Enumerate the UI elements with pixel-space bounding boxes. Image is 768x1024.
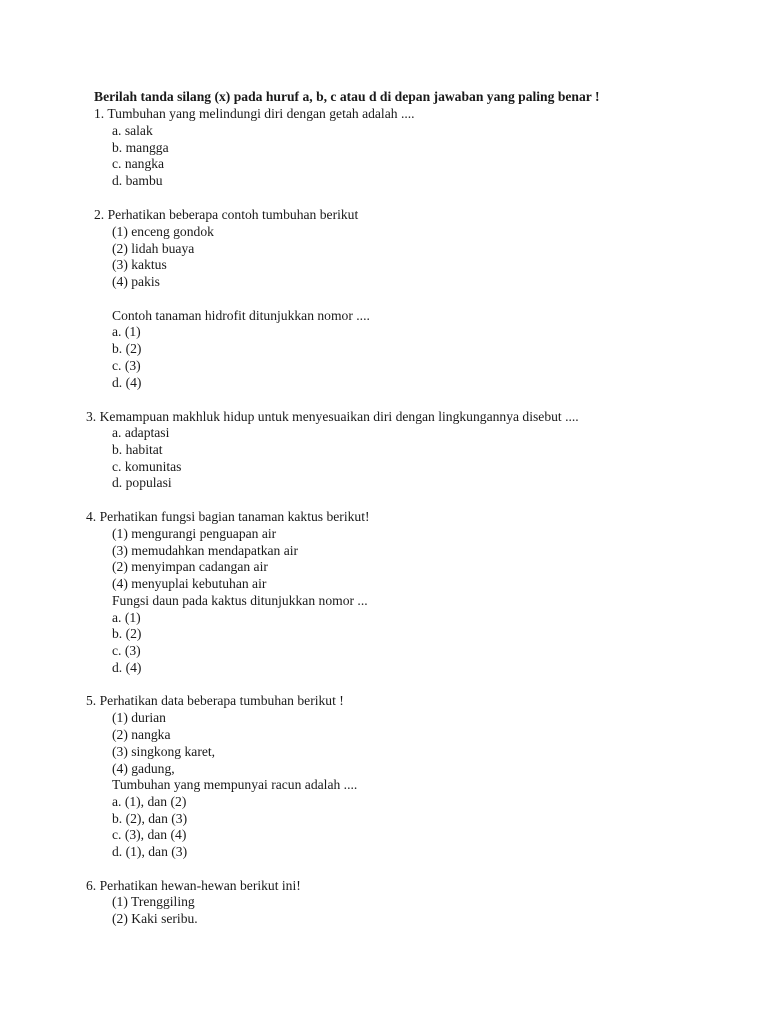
question-5-option-a: a. (1), dan (2) (112, 794, 187, 809)
question-5-item-2: (2) nangka (112, 727, 171, 742)
question-1-option-c: c. nangka (112, 156, 165, 171)
question-6-item-2: (2) Kaki seribu. (112, 911, 198, 926)
question-2-item-2: (2) lidah buaya (112, 241, 195, 256)
question-3-stem: 3. Kemampuan makhluk hidup untuk menyesuaikan diri dengan lingkungannya disebut .... (86, 409, 579, 424)
question-1-option-a: a. salak (112, 123, 153, 138)
question-2-option-c: c. (3) (112, 358, 141, 373)
question-2-item-4: (4) pakis (112, 274, 160, 289)
question-4-option-c: c. (3) (112, 643, 141, 658)
question-2-item-3: (3) kaktus (112, 257, 167, 272)
question-2-option-d: d. (4) (112, 375, 142, 390)
question-4-prompt: Fungsi daun pada kaktus ditunjukkan nomor ... (112, 593, 368, 608)
question-4-option-a: a. (1) (112, 610, 141, 625)
question-2-stem: 2. Perhatikan beberapa contoh tumbuhan berikut (94, 207, 359, 222)
question-5-prompt: Tumbuhan yang mempunyai racun adalah .... (112, 777, 358, 792)
question-4-item-1: (1) mengurangi penguapan air (112, 526, 277, 541)
question-3-option-a: a. adaptasi (112, 425, 170, 440)
question-3-option-d: d. populasi (112, 475, 172, 490)
question-5-option-d: d. (1), dan (3) (112, 844, 188, 859)
question-4-stem: 4. Perhatikan fungsi bagian tanaman kaktus berikut! (86, 509, 370, 524)
question-2-option-b: b. (2) (112, 341, 142, 356)
question-6-stem: 6. Perhatikan hewan-hewan berikut ini! (86, 878, 301, 893)
question-5-option-c: c. (3), dan (4) (112, 827, 187, 842)
question-4-item-2: (3) memudahkan mendapatkan air (112, 543, 299, 558)
question-3-option-b: b. habitat (112, 442, 163, 457)
question-2-prompt: Contoh tanaman hidrofit ditunjukkan nomor .... (112, 308, 370, 323)
question-4-option-d: d. (4) (112, 660, 142, 675)
question-1-option-b: b. mangga (112, 140, 169, 155)
question-5-item-4: (4) gadung, (112, 761, 175, 776)
question-2-item-1: (1) enceng gondok (112, 224, 214, 239)
question-4-option-b: b. (2) (112, 626, 142, 641)
question-3-option-c: c. komunitas (112, 459, 182, 474)
question-5-item-3: (3) singkong karet, (112, 744, 216, 759)
question-6-item-1: (1) Trenggiling (112, 894, 195, 909)
question-1-stem: 1. Tumbuhan yang melindungi diri dengan getah adalah .... (94, 106, 415, 121)
question-2-option-a: a. (1) (112, 324, 141, 339)
instruction: Berilah tanda silang (x) pada huruf a, b, c atau d di depan jawaban yang paling benar ! (94, 89, 600, 104)
question-5-stem: 5. Perhatikan data beberapa tumbuhan berikut ! (86, 693, 344, 708)
question-4-item-3: (2) menyimpan cadangan air (112, 559, 268, 574)
question-4-item-4: (4) menyuplai kebutuhan air (112, 576, 267, 591)
question-1-option-d: d. bambu (112, 173, 163, 188)
question-5-option-b: b. (2), dan (3) (112, 811, 188, 826)
question-5-item-1: (1) durian (112, 710, 166, 725)
